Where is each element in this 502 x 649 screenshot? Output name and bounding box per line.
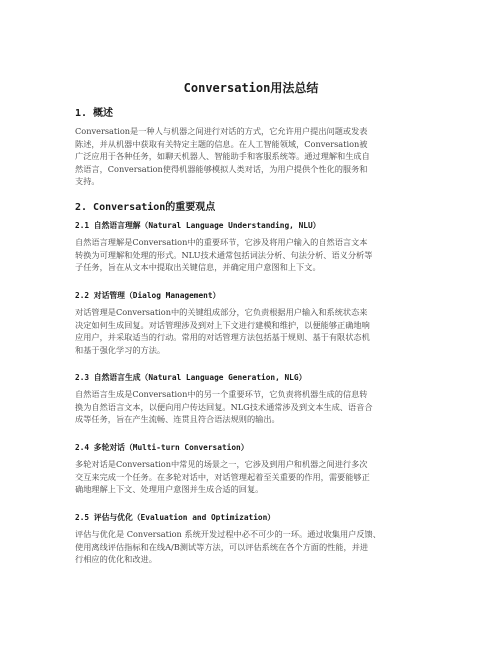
- paragraph-line: 陈述，并从机器中获取有关特定主题的信息。在人工智能领域，Conversation被: [75, 138, 368, 149]
- paragraph-line: 自然语言理解是Conversation中的重要环节，它涉及将用户输入的自然语言文本: [75, 237, 368, 247]
- paragraph-line: 行相应的优化和改进。: [75, 554, 157, 565]
- paragraph-line: 然语言，Conversation使得机器能够模拟人类对话，为用户提供个性化的服务和: [75, 163, 368, 174]
- paragraph-line: 子任务，旨在从文本中提取出关键信息，并确定用户意图和上下文。: [75, 262, 321, 273]
- paragraph-line: 广泛应用于各种任务，如聊天机器人、智能助手和客服系统等。通过理解和生成自: [75, 151, 370, 162]
- section-heading-key-points: 2. Conversation的重要观点: [75, 202, 216, 213]
- subsection-nlg-paragraph: [75, 388, 385, 426]
- paragraph-line: 对话管理是Conversation中的关键组成部分，它负责根据用户输入和系统状态来: [75, 307, 368, 317]
- paragraph-line: Conversation是一种人与机器之间进行对话的方式，它允许用户提出问题或发表: [75, 126, 368, 136]
- paragraph-line: 决定如何生成回复。对话管理涉及到对上下文进行建模和维护，以便能够正确地响: [75, 319, 370, 330]
- section-heading-overview: 1. 概述: [75, 108, 114, 119]
- paragraph-line: 成等任务，旨在产生流畅、连贯且符合语法规则的输出。: [75, 414, 280, 425]
- section-overview-paragraph: [75, 125, 385, 188]
- paragraph-line: 交互来完成一个任务。在多轮对话中，对话管理起着至关重要的作用，需要能够正: [75, 471, 370, 482]
- paragraph-line: 和基于强化学习的方法。: [75, 344, 166, 355]
- paragraph-line: 评估与优化是 Conversation 系统开发过程中必不可少的一环。通过收集用户反馈、: [75, 529, 381, 539]
- subsection-dialog-management-paragraph: [75, 306, 385, 356]
- subsection-heading-nlg: 2.3 自然语言生成（Natural Language Generation, NLG）: [75, 373, 307, 382]
- subsection-heading-dialog-management: 2.2 对话管理（Dialog Management）: [75, 291, 221, 300]
- paragraph-line: 多轮对话是Conversation中常见的场景之一，它涉及到用户和机器之间进行多次: [75, 459, 368, 469]
- subsection-heading-nlu: 2.1 自然语言理解（Natural Language Understanding, NLU）: [75, 221, 321, 230]
- paragraph-line: 支持。: [75, 176, 100, 187]
- subsection-heading-evaluation: 2.5 评估与优化（Evaluation and Optimization）: [75, 513, 276, 522]
- document-title: Conversation用法总结: [183, 81, 319, 95]
- paragraph-line: 转换为可理解和处理的形式。NLU技术通常包括词法分析、句法分析、语义分析等: [75, 249, 373, 260]
- paragraph-line: 换为自然语言文本，以便向用户传达回复。NLG技术通常涉及到文本生成、语音合: [75, 401, 373, 412]
- paragraph-line: 使用离线评估指标和在线A/B测试等方法，可以评估系统在各个方面的性能，并进: [75, 541, 369, 552]
- subsection-evaluation-paragraph: [75, 528, 385, 566]
- subsection-multi-turn-paragraph: [75, 458, 385, 496]
- subsection-heading-multi-turn: 2.4 多轮对话（Multi-turn Conversation）: [75, 443, 249, 452]
- paragraph-line: 确地理解上下文、处理用户意图并生成合适的回复。: [75, 484, 264, 495]
- paragraph-line: 应用户，并采取适当的行动。常用的对话管理方法包括基于规则、基于有限状态机: [75, 332, 370, 343]
- paragraph-line: 自然语言生成是Conversation中的另一个重要环节，它负责将机器生成的信息转: [75, 389, 368, 399]
- subsection-nlu-paragraph: [75, 236, 385, 274]
